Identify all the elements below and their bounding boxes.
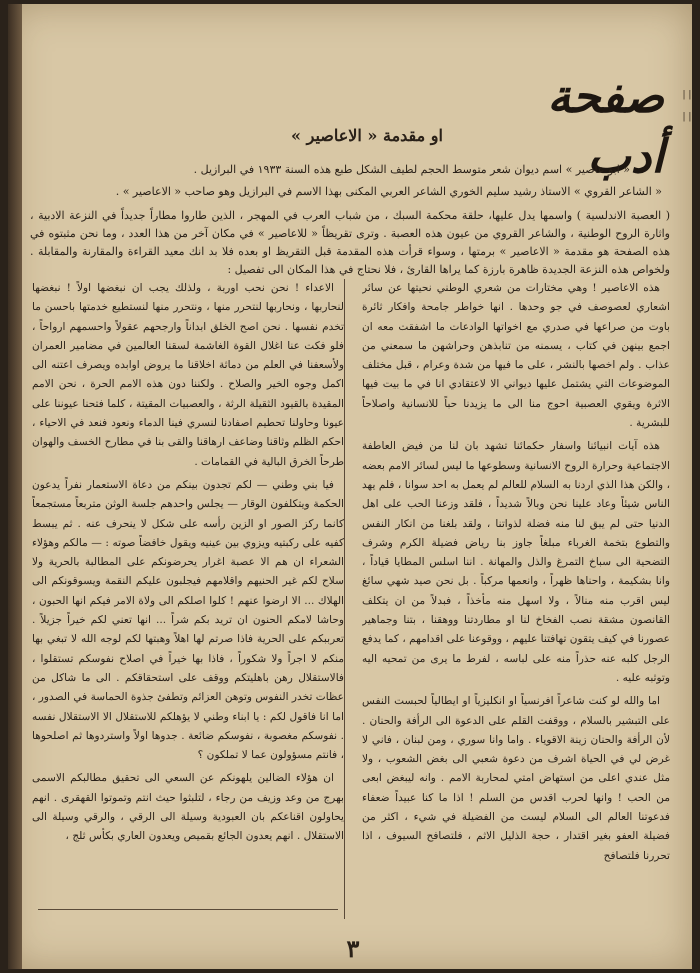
page-number: ٣ (346, 934, 360, 963)
intro-line-2: « الشاعر القروي » الاستاذ رشيد سليم الخوري الشاعر العربي المكنى بهذا الاسم في البرازيل وهو صاحب « الاعاصير » . (115, 185, 662, 198)
left-paragraph-3: ان هؤلاء الضالين يلهونكم عن السعي الى تحقيق مطالبكم الاسمى بهرج من وعد وزيف من رجاء ، لتلبثوا حيث انتم وتموتوا القهقرى . انهم يحاولون اقناعكم بان العبودية وسيلة الى الرقي ، والرقي وسيلة الى الاستقلال . انهم يعدون الجائع بقميص ويعدون العاري بكأس ثلج ، (32, 772, 344, 843)
article-subtitle: او مقدمة « الاعاصير » (291, 126, 443, 145)
intro-line-1: « ابو عاصير » اسم ديوان شعر متوسط الحجم لطيف الشكل طبع هذه السنة ١٩٣٣ في البرازيل . (193, 163, 630, 176)
newspaper-page (8, 4, 692, 969)
right-paragraph-2: هذه آيات انبيائنا واسفار حكمائنا تشهد بان لنا من فيض العاطفة الاجتماعية وحرارة الروح الانسانية وسطوعها ما ليس لسائر الامم بعضه ، والكن هذا الذي اردنا به السلام للعالم لم يعمل به احد سوانا ، فلم يهد الناس شيئاً وعاد علينا نحن وبالاً شديداً ، فلقد وزعنا الحب على اهل الدنيا حتى لم يبق لنا منه فضلة لذواتنا ، ولقد بلغنا من انكار النفس والتطوع بتخمة الغرباء مبلغاً جاوز بنا رياض فضيلة الكرم وشرف التضحية الى سباخ التمرغ والذل والمهانة . اننا اسلس المطايا قياداً ، وانا بشكيمة ، واحناها ظهراً ، وانعمها مركباً . بل نحن صيد شهي سائغ ليس اقرب منه منالاً ، ولا اسهل منه مأخذاً ، فبدلاً من ان يتكلف القانصون مشقة نصب الفخاخ لنا او مطاردتنا ووهقنا ، بتنا وجماهير عصورنا في كيف يتقون تهافتنا عليهم ، ووقوعنا على اقدامهم ، كما يدفع الرجل كلبه عنه حذراً منه على لباسه ، لفرط ما يرى من تمحيه اليه وتوثبه عليه . (362, 440, 670, 684)
margin-marks: | | | | (682, 90, 692, 122)
footer-rule (38, 909, 338, 910)
column-divider (344, 279, 345, 919)
intro-paragraph (30, 207, 670, 279)
intro-paragraph-text: ( العصبة الاندلسية ) واسمها يدل عليها، حلقة محكمة السبك ، من شباب العرب في المهجر ، الذين طاروا مطاراً جديداً في النزعة الادبية ، واثارة الروح الوطنية ، والشاعر القروي من عيون هذه العصبة . وترى تقريظاً « للاعاصير » في مكان آخر من هذا العدد ، وما نحن مثبتوه في هذه الصفحة هو مقدمة « الاعاصير » برمتها ، وسواء قرأت هذه المقدمة قبل التقريظ او بعده فلا بد انك معيد القراءة والمقارنة والمقابلة . ولخواص هذه النزعة الجديدة ظاهرة بارزة كما يراها القارئ ، فلا نحتاج في هذا المكان الى تفصيل : (30, 209, 670, 276)
left-paragraph-2: فيا بني وطني — لكم تجدون بينكم من دعاة الاستعمار نفراً يدعون الحكمة ويتكلفون الوقار — يجلس واحدهم جلسة الوثن متربعاً مستجمعاً كانما ركز الصور او الزين رأسه على شكل لا ينحرف عنه . ثم يبسط كفيه على ركبتيه ويزوي بين عينيه ويقول خافضاً صوته : — مالكم وهؤلاء الشعراء ان هم الا عصبة اغرار يحرضونكم على المطالبة بالحرية ولا سلاح لكم غير الحنيهم واقلامهم فيجلبون عليكم النقمة ويسوقونكم الى الهلاك ... الا ارضوا عنهم ! كلوا اصلكم الى ولاة الامر فيكم انها الحبون ، وحاشا لامكم الحنون ان تريد بكم شراً ... انها تعني لكم خيراً جزيلاً . تعرببكم على الحرية فاذا صرتم لها اهلاً وهبتها لكم لوجه الله لا تبغي بها منكم لا اجراً ولا شكوراً ، فاذا بها خيراً في اصلاح نفوسكم تستقلوا ، فالاستقلال رهن باهليتكم ووقف على استحقاقكم . الى ما شاكل من عظات تخدر النفوس وتوهن العزائم وتطفئ جذوة الحماسة في الصدور ، اما انا فاقول لكم : يا ابناء وطني لا يؤهلكم للاستقلال الا الاستقلال نفسه . نفوسكم مغصوبة ، نفوسكم ضائعة . جدوها اولاً واستردوها ثم اصلحوها ، فانتم مسؤولون عما لا تملكون ؟ (32, 478, 344, 762)
page-binding-edge (8, 4, 22, 969)
left-paragraph-1: الاعداء ! نحن نحب اوربة ، ولذلك يجب ان نبغضها اولاً ! نبغضها لنحاربها ، ونحاربها لنتحرر منها ، ونتحرر منها لنستطيع خدمتها باحسن ما تخدم نفسها . نحن اصح الخلق ابداناً وارجحهم عقولاً واحسمهم ارواحاً ، فلو فكت عنا اغلال القوة الغاشمة لسقنا العالمين في مضامير العمران ولأسعفنا في العلم من دماثة اخلاقنا ما يروض اوابده ويصرف اعتنه الى اكمل وجوه الخير والصلاح . ولكننا دون هذه الامم الحرة ، نحن الامم المقيدة بالقيود الثقيلة الرثة ، والعصبيات المقيتة ، كلما فتحنا عيوننا على عيونا وحاولنا تحطيم اصفادنا لنسري فينا الدماء ونعود فنعد في الاحياء ، احكم الظلم وثاقنا وضاعف ارهاقنا والقى بنا في مطارح الخسف والهوان طرحاً الخرق البالية في القمامات . (32, 282, 344, 468)
page-title: صفحة أدب (547, 69, 664, 183)
right-paragraph-3: اما والله لو كنت شاعراً افرنسياً او انكليزياً او ايطالياً لحبست النفس على التبشير بالسلام ، ووقفت القلم على الدعوة الى الرأفة والحنان . لأن الرأفة والحنان زينة الاقوياء . واما وانا سوري ، ومن لبنان ، فاني لا غرض لي في الحياة اشرف من دعوة شعبي الى بغض الشعوب ، ولا مثل عندي اعلى من استهاض امتي لمحاربة الامم . وانه ليبغض ابعى من الحب ! وانها لحرب اقدس من السلم ! اذا ما كنا عبيداً ضعفاء فدعوتنا العالم الى السلام ليست من الفضيلة في شيء ، اكثر من فضيلة العفو بغير اقتدار ، حجة الذليل الاثم ، فلتصافح السيوف ، اذا تحررنا فلتصافح (362, 695, 670, 862)
right-paragraph-1: هذه الاعاصير ! وهي مختارات من شعري الوطني نحيتها عن سائر اشعاري لعصوصف في جو وحدها . انها خواطر جامحة وافكار ثائرة باوت من صراعها في صدري مع اخواتها الوادعات ما اشفقت معه ان اجمع بينهن في كتاب ، يسمنه من تنابذهن وحراشهن ما سمعني من عذاب . ولم اخصها بالنشر ، على ما فيها من شدة وعرام ، قبل مختلف الموضوعات التي يشتمل عليها ديواني الا لاعتقادي انا في ما بيت فيها الاثرة ويقوي العصبية احوج منا الى ما يزيدنا حباً للانسانية واصلاحاً للبشرية . (362, 282, 670, 430)
column-right (362, 279, 670, 919)
column-left (32, 279, 344, 919)
